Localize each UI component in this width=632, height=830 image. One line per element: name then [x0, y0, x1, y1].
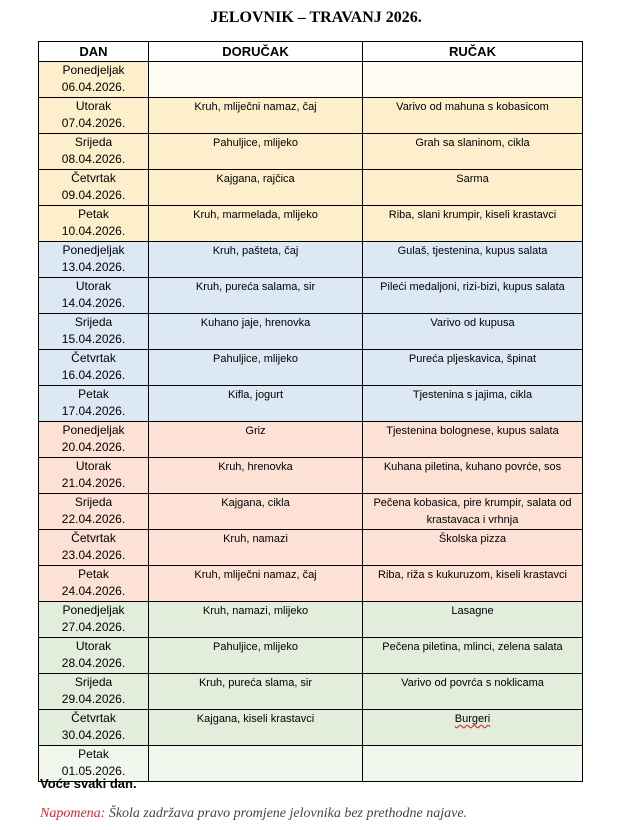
- table-row: [39, 494, 583, 530]
- table-row: [39, 350, 583, 386]
- lunch-cell: Gulaš, tjestenina, kupus salata: [363, 242, 583, 278]
- lunch-cell: [363, 62, 583, 98]
- table-row: [39, 566, 583, 602]
- day-date: 20.04.2026.: [61, 440, 126, 454]
- lunch-cell: Varivo od kupusa: [363, 314, 583, 350]
- day-name: Petak: [78, 747, 109, 761]
- day-cell: [39, 674, 149, 710]
- lunch-cell: Pečena kobasica, pire krumpir, salata od krastavaca i vrhnja: [363, 494, 583, 530]
- day-cell: [39, 710, 149, 746]
- header-breakfast: DORUČAK: [149, 42, 363, 62]
- day-date: 30.04.2026.: [61, 728, 126, 742]
- menu-table: [38, 41, 583, 782]
- day-date: 10.04.2026.: [61, 224, 126, 238]
- breakfast-cell: Kajgana, kiseli krastavci: [149, 710, 363, 746]
- lunch-cell: Grah sa slaninom, cikla: [363, 134, 583, 170]
- disclaimer-text: Škola zadržava pravo promjene jelovnika bez prethodne najave.: [105, 806, 468, 821]
- breakfast-cell: Kruh, mliječni namaz, čaj: [149, 98, 363, 134]
- breakfast-cell: Pahuljice, mlijeko: [149, 134, 363, 170]
- breakfast-cell: Griz: [149, 422, 363, 458]
- table-row: [39, 530, 583, 566]
- day-cell: [39, 422, 149, 458]
- day-name: Utorak: [75, 279, 112, 293]
- lunch-cell: [363, 710, 583, 746]
- table-row: [39, 62, 583, 98]
- table-row: [39, 602, 583, 638]
- lunch-cell: [363, 746, 583, 782]
- lunch-cell: Pileći medaljoni, rizi-bizi, kupus salata: [363, 278, 583, 314]
- breakfast-cell: Kruh, pureća slama, sir: [149, 674, 363, 710]
- day-name: Srijeda: [74, 675, 113, 689]
- breakfast-cell: Kruh, pašteta, čaj: [149, 242, 363, 278]
- day-cell: [39, 350, 149, 386]
- day-cell: [39, 602, 149, 638]
- breakfast-cell: Pahuljice, mlijeko: [149, 638, 363, 674]
- breakfast-cell: Kruh, marmelada, mlijeko: [149, 206, 363, 242]
- day-cell: [39, 530, 149, 566]
- day-name: Četvrtak: [71, 711, 116, 725]
- day-name: Četvrtak: [71, 351, 116, 365]
- day-cell: [39, 98, 149, 134]
- day-cell: [39, 170, 149, 206]
- day-date: 28.04.2026.: [61, 656, 126, 670]
- breakfast-cell: Kifla, jogurt: [149, 386, 363, 422]
- day-name: Petak: [78, 567, 109, 581]
- day-cell: [39, 314, 149, 350]
- breakfast-cell: Kajgana, cikla: [149, 494, 363, 530]
- table-row: [39, 314, 583, 350]
- day-date: 09.04.2026.: [61, 188, 126, 202]
- breakfast-cell: Kajgana, rajčica: [149, 170, 363, 206]
- day-date: 14.04.2026.: [61, 296, 126, 310]
- page-title: JELOVNIK – TRAVANJ 2026.: [210, 9, 422, 26]
- day-name: Ponedjeljak: [62, 423, 125, 437]
- day-cell: [39, 638, 149, 674]
- day-name: Četvrtak: [71, 531, 116, 545]
- breakfast-cell: Kuhano jaje, hrenovka: [149, 314, 363, 350]
- day-name: Srijeda: [74, 135, 113, 149]
- breakfast-cell: Kruh, namazi, mlijeko: [149, 602, 363, 638]
- day-name: Ponedjeljak: [62, 603, 125, 617]
- disclaimer: [40, 806, 467, 822]
- day-name: Srijeda: [74, 495, 113, 509]
- lunch-cell: Varivo od povrća s noklicama: [363, 674, 583, 710]
- day-date: 27.04.2026.: [61, 620, 126, 634]
- day-date: 22.04.2026.: [61, 512, 126, 526]
- day-name: Ponedjeljak: [62, 63, 125, 77]
- lunch-cell: Riba, slani krumpir, kiseli krastavci: [363, 206, 583, 242]
- day-cell: [39, 242, 149, 278]
- day-cell: [39, 278, 149, 314]
- lunch-cell: Pureća pljeskavica, špinat: [363, 350, 583, 386]
- lunch-cell: Školska pizza: [363, 530, 583, 566]
- day-date: 13.04.2026.: [61, 260, 126, 274]
- breakfast-cell: Kruh, hrenovka: [149, 458, 363, 494]
- day-name: Utorak: [75, 99, 112, 113]
- breakfast-cell: Kruh, namazi: [149, 530, 363, 566]
- day-cell: [39, 386, 149, 422]
- table-row: [39, 710, 583, 746]
- lunch-cell: Riba, riža s kukuruzom, kiseli krastavci: [363, 566, 583, 602]
- table-row: [39, 458, 583, 494]
- day-name: Četvrtak: [71, 171, 116, 185]
- table-row: [39, 98, 583, 134]
- day-cell: [39, 566, 149, 602]
- table-row: [39, 134, 583, 170]
- day-date: 17.04.2026.: [61, 404, 126, 418]
- day-date: 08.04.2026.: [61, 152, 126, 166]
- breakfast-cell: Kruh, pureća salama, sir: [149, 278, 363, 314]
- day-cell: [39, 458, 149, 494]
- breakfast-cell: [149, 746, 363, 782]
- table-row: [39, 170, 583, 206]
- lunch-cell: Kuhana piletina, kuhano povrće, sos: [363, 458, 583, 494]
- day-date: 21.04.2026.: [61, 476, 126, 490]
- table-row: [39, 422, 583, 458]
- lunch-cell: Sarma: [363, 170, 583, 206]
- breakfast-cell: Pahuljice, mlijeko: [149, 350, 363, 386]
- day-name: Utorak: [75, 639, 112, 653]
- day-date: 24.04.2026.: [61, 584, 126, 598]
- fruit-note: Voće svaki dan.: [40, 776, 137, 791]
- lunch-cell: Varivo od mahuna s kobasicom: [363, 98, 583, 134]
- day-cell: [39, 206, 149, 242]
- breakfast-cell: Kruh, mliječni namaz, čaj: [149, 566, 363, 602]
- day-date: 15.04.2026.: [61, 332, 126, 346]
- lunch-cell: Lasagne: [363, 602, 583, 638]
- day-name: Utorak: [75, 459, 112, 473]
- day-date: 01.05.2026.: [61, 764, 126, 778]
- disclaimer-label: Napomena:: [40, 806, 106, 821]
- lunch-cell: Tjestenina bolognese, kupus salata: [363, 422, 583, 458]
- day-date: 23.04.2026.: [61, 548, 126, 562]
- day-name: Srijeda: [74, 315, 113, 329]
- table-row: [39, 674, 583, 710]
- breakfast-cell: [149, 62, 363, 98]
- header-lunch: RUČAK: [363, 42, 583, 62]
- lunch-text: Burgeri: [454, 713, 491, 725]
- day-name: Ponedjeljak: [62, 243, 125, 257]
- day-cell: [39, 62, 149, 98]
- table-row: [39, 242, 583, 278]
- lunch-cell: Tjestenina s jajima, cikla: [363, 386, 583, 422]
- day-cell: [39, 134, 149, 170]
- day-date: 07.04.2026.: [61, 116, 126, 130]
- day-cell: [39, 494, 149, 530]
- day-name: Petak: [78, 207, 109, 221]
- table-row: [39, 206, 583, 242]
- day-date: 06.04.2026.: [61, 80, 126, 94]
- table-row: [39, 386, 583, 422]
- table-row: [39, 638, 583, 674]
- day-name: Petak: [78, 387, 109, 401]
- header-day: DAN: [39, 42, 149, 62]
- lunch-cell: Pečena piletina, mlinci, zelena salata: [363, 638, 583, 674]
- table-row: [39, 278, 583, 314]
- day-date: 16.04.2026.: [61, 368, 126, 382]
- table-header-row: [39, 42, 583, 62]
- day-date: 29.04.2026.: [61, 692, 126, 706]
